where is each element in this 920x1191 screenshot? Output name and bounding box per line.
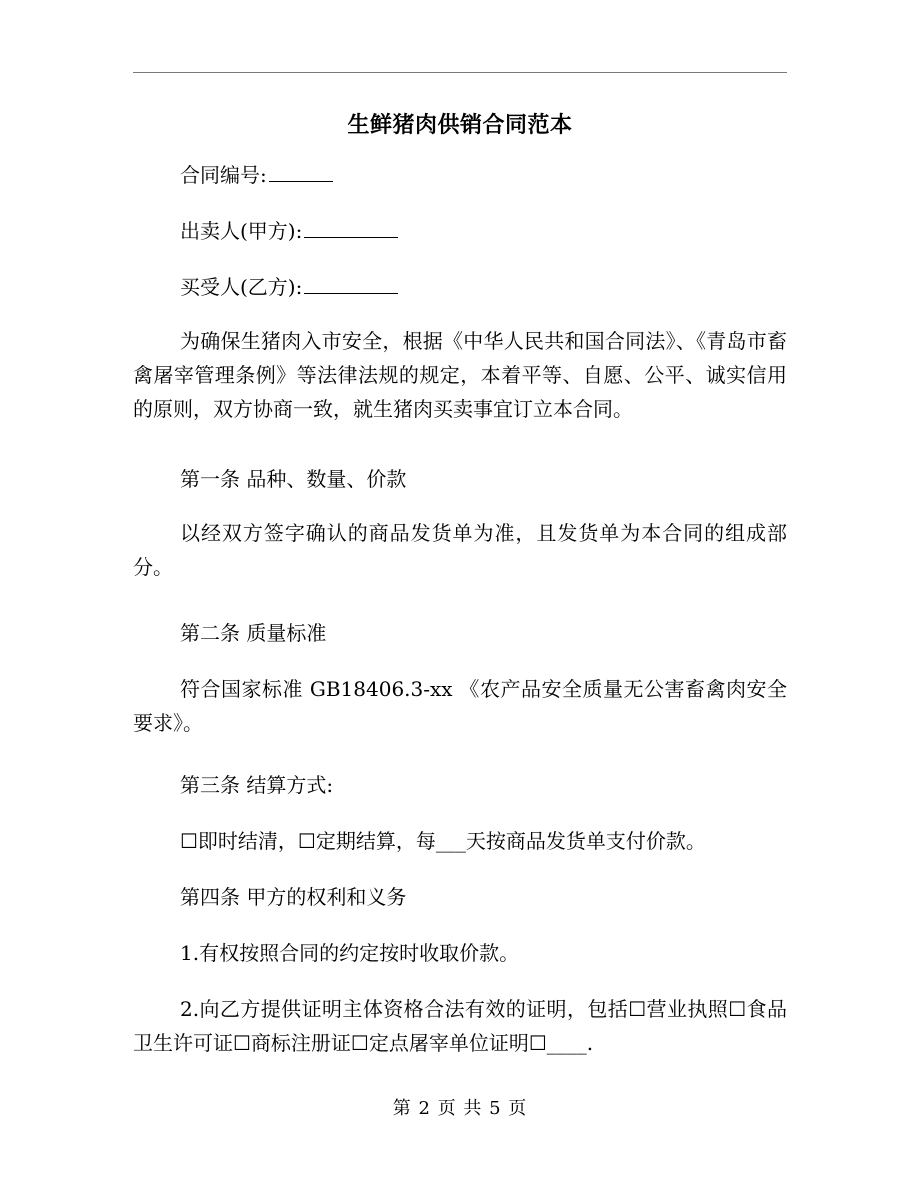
buyer-label: 买受人(乙方): — [180, 275, 303, 299]
intro-paragraph: 为确保生猪肉入市安全，根据《中华人民共和国合同法》、《青岛市畜禽屠宰管理条例》等法律法规的规定，本着平等、自愿、公平、诚实信用的原则，双方协商一致，就生猪肉买卖事宜订立本合同。 — [133, 329, 787, 421]
contract-number-label: 合同编号: — [180, 163, 267, 187]
article4-item-2: 2.向乙方提供证明主体资格合法有效的证明，包括☐营业执照☐食品卫生许可证☐商标注册证☐定点屠宰单位证明☐____. — [133, 997, 787, 1055]
buyer-blank — [304, 273, 398, 294]
contract-number-line — [180, 160, 333, 190]
article3-heading: 第三条 结算方式: — [180, 773, 334, 797]
article3-paragraph: ☐即时结清，☐定期结算，每___天按商品发货单支付价款。 — [180, 829, 706, 853]
article2-paragraph: 符合国家标准 GB18406.3-xx 《农产品安全质量无公害畜禽肉安全要求》。 — [133, 677, 787, 735]
article4-item-1: 1.有权按照合同的约定按时收取价款。 — [180, 941, 520, 965]
article1-paragraph: 以经双方签字确认的商品发货单为准，且发货单为本合同的组成部分。 — [133, 521, 787, 579]
seller-line — [180, 216, 398, 246]
contract-number-blank — [269, 161, 333, 182]
header-rule — [133, 72, 787, 73]
seller-blank — [304, 217, 398, 238]
buyer-line — [180, 272, 398, 302]
page-indicator: 第 2 页 共 5 页 — [392, 1098, 528, 1119]
article2-heading: 第二条 质量标准 — [180, 621, 327, 645]
article1-heading: 第一条 品种、数量、价款 — [180, 467, 407, 491]
seller-label: 出卖人(甲方): — [180, 219, 303, 243]
article4-heading: 第四条 甲方的权利和义务 — [180, 885, 407, 909]
document-title: 生鲜猪肉供销合同范本 — [347, 112, 573, 138]
